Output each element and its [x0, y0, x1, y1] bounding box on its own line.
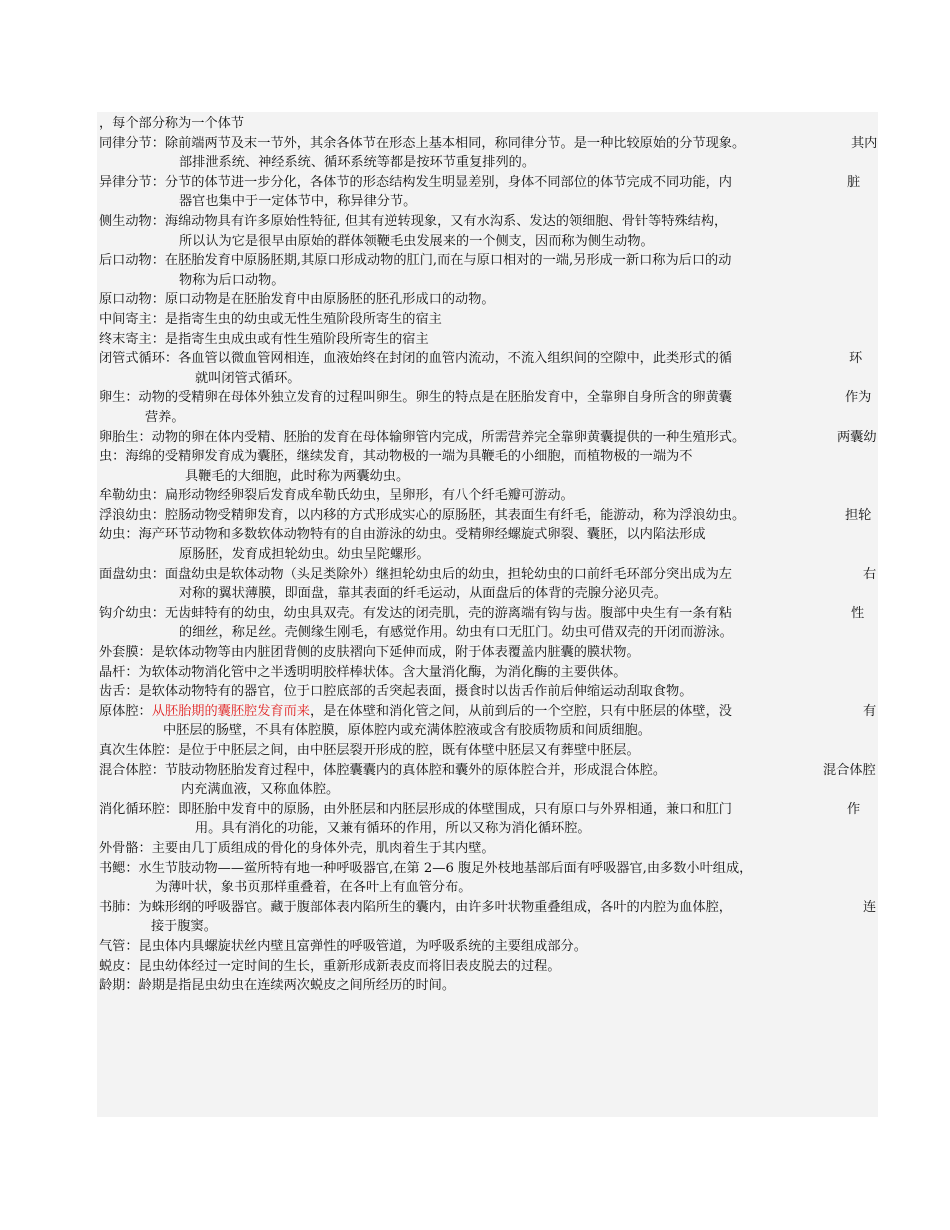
line-tail-text: 担轮 — [845, 507, 872, 523]
line-tail-text: 混合体腔 — [823, 762, 876, 778]
line-text: 中胚层的肠壁，不具有体腔膜，原体腔内或充满体腔液或含有胶质物质和间质细胞。 — [163, 723, 651, 739]
line-text: 中间寄主：是指寄生虫的幼虫或无性生殖阶段所寄生的宿主 — [99, 311, 442, 327]
text-line — [99, 682, 889, 702]
text-line — [99, 604, 889, 624]
line-text: 器官也集中于一定体节中，称异律分节。 — [179, 194, 417, 210]
text-line — [99, 721, 889, 741]
text-line — [99, 898, 889, 918]
text-line — [99, 663, 889, 683]
line-text: 钩介幼虫：无齿蚌特有的幼虫，幼虫具双壳。有发达的闭壳肌，壳的游离端有钩与齿。腹部中央生有一条有粘 — [99, 605, 732, 621]
document-body — [99, 114, 889, 996]
line-tail-text: 右 — [863, 566, 877, 582]
line-text: 真次生体腔：是位于中胚层之间，由中胚层裂开形成的腔，既有体壁中胚层又有葬壁中胚层。 — [99, 743, 640, 758]
text-line — [99, 467, 889, 487]
text-line — [99, 506, 889, 526]
text-line — [99, 310, 889, 330]
line-text: 气管：昆虫体内具螺旋状丝内壁且富弹性的呼吸管道，为呼吸系统的主要组成部分。 — [99, 938, 587, 954]
line-text: 用。具有消化的功能，又兼有循环的作用，所以又称为消化循环腔。 — [195, 821, 591, 837]
text-line — [99, 643, 889, 663]
text-line — [99, 369, 889, 389]
line-text: 就叫闭管式循环。 — [195, 370, 301, 386]
text-line — [99, 623, 889, 643]
line-tail-text: 环 — [849, 351, 863, 367]
line-text: 龄期：龄期是指昆虫幼虫在连续两次蜕皮之间所经历的时间。 — [99, 978, 456, 994]
text-line — [99, 702, 889, 722]
text-line — [99, 957, 889, 977]
text-line — [99, 859, 889, 879]
line-text: 外骨骼：主要由几丁质组成的骨化的身体外壳，肌肉着生于其内壁。 — [99, 840, 495, 856]
line-text: 的细丝，称足丝。壳侧缘生刚毛，有感觉作用。幼虫有口无肛门。幼虫可借双壳的开闭而游泳。 — [179, 625, 733, 641]
text-line — [99, 271, 889, 291]
line-text: 物称为后口动物。 — [179, 272, 285, 288]
line-text: 闭管式循环：各血管以微血管网相连，血液始终在封闭的血管内流动，不流入组织间的空隙中，此类形式的循 — [99, 351, 732, 367]
line-text: 晶杆：为软体动物消化管中之半透明明胶样棒状体。含大量消化酶，为消化酶的主要供体。 — [99, 664, 627, 680]
line-text: 齿舌：是软体动物特有的器官，位于口腔底部的舌突起表面，摄食时以齿舌作前后伸缩运动刮取食物。 — [99, 684, 693, 700]
line-tail-text: 有 — [863, 703, 877, 719]
text-line — [99, 937, 889, 957]
line-text: 异律分节：分节的体节进一步分化，各体节的形态结构发生明显差别，身体不同部位的体节完成不同功能，内 — [99, 174, 732, 190]
text-line — [99, 388, 889, 408]
text-line — [99, 134, 889, 154]
line-text: 混合体腔：节肢动物胚胎发育过程中，体腔囊囊内的真体腔和囊外的原体腔合并，形成混合体腔。 — [99, 762, 667, 778]
text-line — [99, 839, 889, 859]
line-tail-text: 其内 — [851, 135, 878, 151]
highlighted-text: 从胚胎期的囊胚腔发育而来 — [151, 703, 310, 719]
text-line — [99, 349, 889, 369]
text-line — [99, 486, 889, 506]
line-text: 卵胎生：动物的卵在体内受精、胚胎的发育在母体输卵管内完成，所需营养完全靠卵黄囊提供的一种生殖形式。 — [99, 429, 746, 445]
line-text: 终末寄主：是指寄生虫成虫或有性生殖阶段所寄生的宿主 — [99, 331, 429, 347]
text-line — [99, 173, 889, 193]
text-line — [99, 917, 889, 937]
text-line — [99, 565, 889, 585]
line-tail-text: 作为 — [845, 390, 872, 406]
line-text: 原肠胚，发育成担轮幼虫。幼虫呈陀螺形。 — [179, 547, 430, 563]
line-text: 消化循环腔：即胚胎中发育中的原肠，由外胚层和内胚层形成的体壁围成，只有原口与外界相通，兼口和肛门 — [99, 801, 732, 817]
text-line — [99, 761, 889, 781]
line-text: 原口动物：原口动物是在胚胎发育中由原肠胚的胚孔形成口的动物。 — [99, 292, 495, 308]
line-tail-text: 作 — [847, 801, 861, 817]
text-line — [99, 800, 889, 820]
line-text: 内充满血液，又称血体腔。 — [181, 782, 340, 798]
line-text: 蜕皮：昆虫幼体经过一定时间的生长，重新形成新表皮而将旧表皮脱去的过程。 — [99, 958, 561, 974]
line-text: 同律分节：除前端两节及末一节外，其余各体节在形态上基本相同，称同律分节。是一种比较原始的分节现象。 — [99, 135, 746, 151]
line-text: 后口动物：在胚胎发育中原肠胚期,其原口形成动物的肛门,而在与原口相对的一端,另形成一新口称为后口的动 — [99, 253, 732, 269]
line-text: 卵生：动物的受精卵在母体外独立发育的过程叫卵生。卵生的特点是在胚胎发育中，全靠卵自身所含的卵黄囊 — [99, 390, 732, 406]
line-text: 书肺：为蛛形纲的呼吸器官。藏于腹部体表内陷所生的囊内，由许多叶状物重叠组成，各叶的内腔为血体腔， — [99, 899, 732, 915]
line-text: ，是在体壁和消化管之间，从前到后的一个空腔，只有中胚层的体壁，没 — [310, 703, 732, 719]
line-text: 部排泄系统、神经系统、循环系统等都是按环节重复排列的。 — [179, 155, 536, 171]
line-text: 浮浪幼虫：腔肠动物受精卵发育，以内移的方式形成实心的原肠胚，其表面生有纤毛，能游动，称为浮浪幼虫。 — [99, 507, 746, 523]
text-line — [99, 408, 889, 428]
text-line — [99, 584, 889, 604]
text-line — [99, 780, 889, 800]
text-line — [99, 114, 889, 134]
line-text: 所以认为它是很早由原始的群体领鞭毛虫发展来的一个侧支，因而称为侧生动物。 — [179, 233, 654, 249]
text-line — [99, 447, 889, 467]
line-text: 接于腹窦。 — [151, 919, 217, 935]
text-line — [99, 525, 889, 545]
line-text: 营养。 — [145, 409, 185, 425]
line-tail-text: 连 — [863, 899, 877, 915]
line-text: 面盘幼虫：面盘幼虫是软体动物（头足类除外）继担轮幼虫后的幼虫，担轮幼虫的口前纤毛环部分突出成为左 — [99, 566, 732, 582]
line-text: 幼虫：海产环节动物和多数软体动物特有的自由游泳的幼虫。受精卵经螺旋式卵裂、囊胚，以内陷法形成 — [99, 527, 706, 543]
text-line — [99, 192, 889, 212]
line-text: 虫：海绵的受精卵发育成为囊胚，继续发育，其动物极的一端为具鞭毛的小细胞，而植物极的一端为不 — [99, 449, 693, 465]
text-line — [99, 251, 889, 271]
text-line — [99, 212, 889, 232]
term-label: 原体腔： — [99, 703, 152, 719]
text-line — [99, 232, 889, 252]
text-line — [99, 741, 889, 761]
text-line — [99, 428, 889, 448]
line-text: 牟勒幼虫：扁形动物经卵裂后发育成牟勒氏幼虫，呈卵形，有八个纤毛瓣可游动。 — [99, 488, 574, 504]
text-line — [99, 819, 889, 839]
text-line — [99, 976, 889, 996]
text-line — [99, 878, 889, 898]
text-line — [99, 153, 889, 173]
text-line — [99, 545, 889, 565]
line-text: 为薄叶状，象书页那样重叠着，在各叶上有血管分布。 — [155, 880, 472, 896]
line-text: 具鞭毛的大细胞，此时称为两囊幼虫。 — [185, 468, 410, 484]
line-text: 侧生动物：海绵动物具有许多原始性特征, 但其有逆转现象，又有水沟系、发达的领细胞、骨针等特殊结构， — [99, 213, 728, 229]
line-text: 外套膜：是软体动物等由内脏团背侧的皮肤褶向下延伸而成，附于体表覆盖内脏囊的膜状物。 — [99, 645, 640, 661]
line-text: 书鳃：水生节肢动物——鲎所特有地一种呼吸器官,在第 2—6 腹足外枝地基部后面有呼吸器官,由多数小叶组成， — [99, 860, 753, 876]
line-tail-text: 脏 — [847, 174, 861, 190]
line-tail-text: 两囊幼 — [837, 429, 877, 445]
line-text: ，每个部分称为一个体节 — [99, 116, 245, 131]
line-text: 对称的翼状薄膜，即面盘，靠其表面的纤毛运动，从面盘后的体背的壳腺分泌贝壳。 — [179, 586, 667, 602]
line-tail-text: 性 — [851, 605, 865, 621]
text-line — [99, 290, 889, 310]
text-line — [99, 330, 889, 350]
